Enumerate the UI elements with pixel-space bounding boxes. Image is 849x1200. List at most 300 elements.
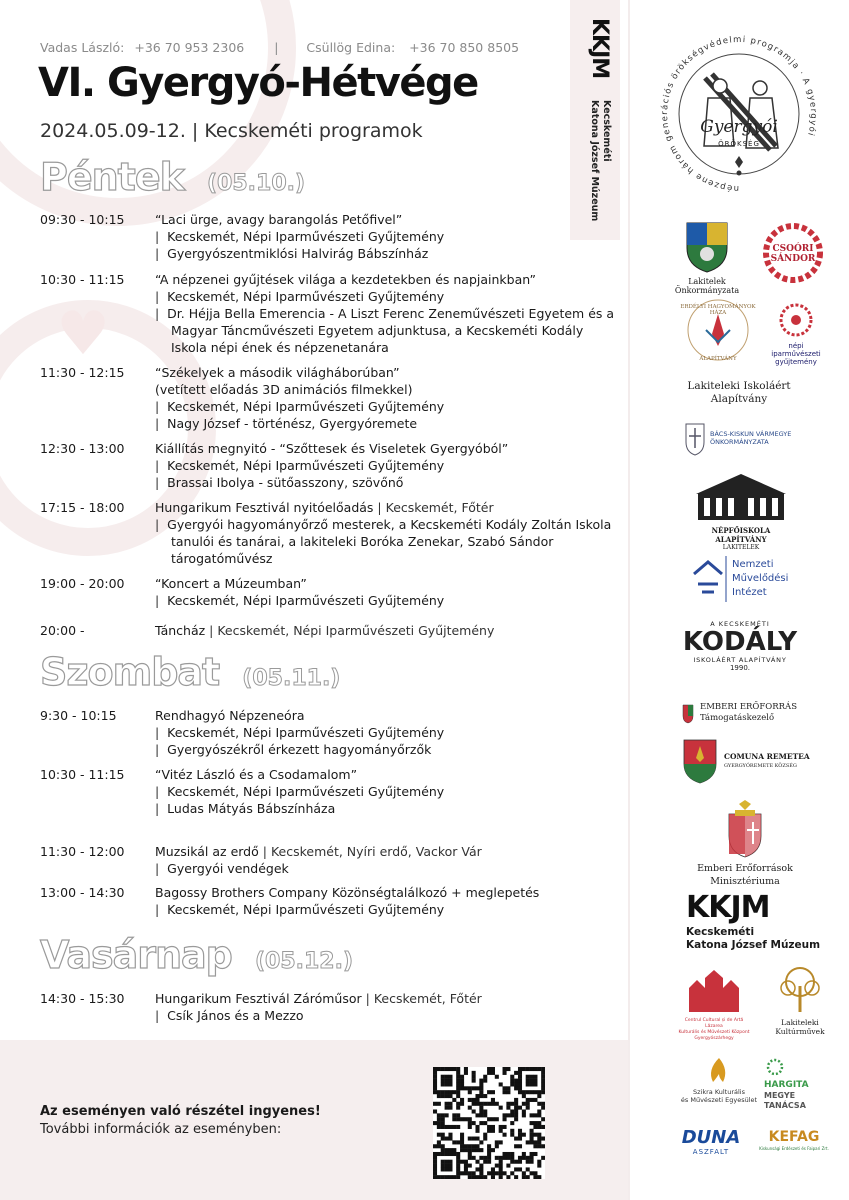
qr-module xyxy=(475,1113,479,1117)
qr-module xyxy=(522,1171,526,1175)
qr-module xyxy=(541,1071,545,1075)
qr-module xyxy=(518,1106,522,1110)
qr-module xyxy=(452,1090,456,1094)
qr-module xyxy=(499,1106,503,1110)
qr-module xyxy=(460,1086,464,1090)
qr-module xyxy=(441,1090,445,1094)
qr-module xyxy=(526,1075,530,1079)
qr-module xyxy=(533,1140,537,1144)
contact-name: Csüllög Edina: xyxy=(306,40,396,55)
qr-module xyxy=(541,1067,545,1071)
qr-module xyxy=(483,1075,487,1079)
event-time: 11:30 - 12:15 xyxy=(40,365,125,380)
qr-module xyxy=(472,1079,476,1083)
qr-module xyxy=(514,1098,518,1102)
qr-module xyxy=(452,1175,456,1179)
qr-module xyxy=(499,1167,503,1171)
qr-module xyxy=(433,1082,437,1086)
bacs-name: BÁCS-KISKUN VÁRMEGYE ÖNKORMÁNYZATA xyxy=(710,430,792,446)
qr-module xyxy=(483,1121,487,1125)
event-time: 17:15 - 18:00 xyxy=(40,500,125,515)
qr-module xyxy=(479,1102,483,1106)
event-detail: | Nagy József - történész, Gyergyóremete xyxy=(155,415,620,432)
qr-module xyxy=(541,1082,545,1086)
qr-module xyxy=(437,1125,441,1129)
qr-module xyxy=(503,1071,507,1075)
centrul-line: Lăzarea xyxy=(705,1024,723,1029)
qr-module xyxy=(448,1167,452,1171)
event-detail: | Kecskemét, Népi Iparművészeti Gyűjtemény xyxy=(155,783,620,800)
qr-module xyxy=(514,1167,518,1171)
qr-module xyxy=(533,1098,537,1102)
qr-module xyxy=(445,1079,449,1083)
qr-module xyxy=(479,1109,483,1113)
qr-module xyxy=(541,1079,545,1083)
qr-module xyxy=(495,1144,499,1148)
qr-module xyxy=(503,1113,507,1117)
qr-code[interactable] xyxy=(433,1067,545,1179)
qr-module xyxy=(472,1175,476,1179)
qr-module xyxy=(475,1094,479,1098)
qr-module xyxy=(468,1144,472,1148)
qr-module xyxy=(499,1125,503,1129)
qr-module xyxy=(487,1125,491,1129)
qr-module xyxy=(448,1175,452,1179)
qr-module xyxy=(433,1071,437,1075)
qr-module xyxy=(530,1090,534,1094)
nepi-name: népi iparművészeti gyűjtemény xyxy=(771,342,821,366)
qr-module xyxy=(479,1094,483,1098)
qr-module xyxy=(464,1171,468,1175)
museum-name-line: Kecskeméti xyxy=(601,100,612,162)
qr-module xyxy=(495,1171,499,1175)
qr-module xyxy=(537,1133,541,1137)
museum-tab xyxy=(570,0,620,240)
qr-module xyxy=(503,1156,507,1160)
qr-module xyxy=(448,1106,452,1110)
qr-module xyxy=(475,1098,479,1102)
event-time: 9:30 - 10:15 xyxy=(40,708,117,723)
qr-module xyxy=(468,1086,472,1090)
qr-module xyxy=(483,1175,487,1179)
qr-module xyxy=(479,1148,483,1152)
qr-module xyxy=(506,1156,510,1160)
qr-module xyxy=(468,1164,472,1168)
qr-module xyxy=(491,1117,495,1121)
flame-icon xyxy=(707,1056,731,1084)
qr-module xyxy=(514,1117,518,1121)
qr-module xyxy=(464,1071,468,1075)
qr-module xyxy=(530,1121,534,1125)
qr-module xyxy=(518,1160,522,1164)
qr-module xyxy=(464,1067,468,1071)
qr-module xyxy=(452,1148,456,1152)
qr-module xyxy=(468,1171,472,1175)
kodaly-name: KODÁLY xyxy=(682,627,798,657)
qr-module xyxy=(448,1133,452,1137)
page-title: VI. Gyergyó-Hétvége xyxy=(38,60,478,106)
qr-module xyxy=(533,1067,537,1071)
qr-module xyxy=(437,1175,441,1179)
contact-line xyxy=(40,40,525,55)
emet-line: Támogatáskezelő xyxy=(700,713,775,723)
more-info-text: További információk az eseményben: xyxy=(40,1122,282,1137)
qr-module xyxy=(491,1067,495,1071)
qr-module xyxy=(445,1152,449,1156)
nmi-logo xyxy=(688,554,798,608)
lakiteleki-kulturmuvek-line: Lakiteleki xyxy=(781,1018,819,1027)
qr-module xyxy=(495,1164,499,1168)
hungarian-coat-of-arms-icon xyxy=(725,800,765,858)
qr-module xyxy=(530,1156,534,1160)
qr-module xyxy=(495,1117,499,1121)
emmi-line: Emberi Erőforrások xyxy=(697,863,793,874)
nmi-line: Nemzeti xyxy=(732,559,774,570)
qr-module xyxy=(475,1129,479,1133)
qr-module xyxy=(456,1075,460,1079)
qr-module xyxy=(495,1156,499,1160)
qr-module xyxy=(541,1086,545,1090)
day-date: (05.10.) xyxy=(206,171,306,196)
qr-module xyxy=(437,1090,441,1094)
qr-module xyxy=(448,1160,452,1164)
qr-module xyxy=(530,1133,534,1137)
qr-module xyxy=(464,1160,468,1164)
qr-module xyxy=(510,1082,514,1086)
qr-module xyxy=(468,1137,472,1141)
qr-code-graphic xyxy=(433,1067,545,1179)
qr-module xyxy=(479,1164,483,1168)
qr-module xyxy=(456,1164,460,1168)
day-heading xyxy=(40,933,353,977)
qr-module xyxy=(526,1098,530,1102)
qr-module xyxy=(510,1152,514,1156)
qr-module xyxy=(537,1140,541,1144)
qr-module xyxy=(437,1152,441,1156)
remetea-name: COMUNA REMETEA xyxy=(724,752,810,761)
qr-module xyxy=(479,1082,483,1086)
qr-module xyxy=(441,1167,445,1171)
kkjm-logo-sidebar xyxy=(686,892,836,952)
event-title: “A népzenei gyűjtések világa a kezdetekben és napjainkban” xyxy=(155,272,536,287)
day-name: Vasárnap xyxy=(40,933,232,977)
qr-module xyxy=(448,1164,452,1168)
qr-module xyxy=(472,1098,476,1102)
emet-line: EMBERI ERŐFORRÁS xyxy=(700,702,798,712)
qr-module xyxy=(460,1075,464,1079)
qr-module xyxy=(491,1071,495,1075)
event-detail: | Kecskemét, Népi Iparművészeti Gyűjtemény xyxy=(155,592,620,609)
footer xyxy=(0,1040,630,1200)
qr-module xyxy=(468,1098,472,1102)
duna-aszfalt-logo xyxy=(676,1128,746,1156)
qr-module xyxy=(495,1075,499,1079)
qr-module xyxy=(537,1137,541,1141)
remetea-sub: GYERGYÓREMETE KÖZSÉG xyxy=(724,763,797,769)
qr-module xyxy=(479,1156,483,1160)
qr-module xyxy=(487,1067,491,1071)
kefag-logo xyxy=(746,1128,842,1152)
qr-module xyxy=(464,1167,468,1171)
qr-module xyxy=(456,1086,460,1090)
qr-module xyxy=(514,1160,518,1164)
qr-module xyxy=(541,1144,545,1148)
qr-module xyxy=(537,1094,541,1098)
qr-module xyxy=(518,1137,522,1141)
qr-module xyxy=(483,1133,487,1137)
event-time: 13:00 - 14:30 xyxy=(40,885,125,900)
qr-module xyxy=(464,1117,468,1121)
qr-module xyxy=(433,1121,437,1125)
event-detail: | Csík János és a Mezzo xyxy=(155,1007,620,1024)
qr-module xyxy=(487,1148,491,1152)
lakitelek-crest-icon xyxy=(682,218,732,273)
lakitelek-name: Lakitelek Önkormányzata xyxy=(674,277,740,295)
nepfoiskola-sub: LAKITELEK xyxy=(722,544,760,551)
qr-module xyxy=(541,1075,545,1079)
qr-module xyxy=(541,1137,545,1141)
contact-phone[interactable]: +36 70 850 8505 xyxy=(409,40,520,55)
qr-module xyxy=(433,1067,437,1071)
kkjm-logo: KKJM xyxy=(587,18,612,79)
qr-module xyxy=(537,1102,541,1106)
qr-module xyxy=(487,1160,491,1164)
event-time: 20:00 - xyxy=(40,623,85,638)
qr-module xyxy=(433,1160,437,1164)
qr-module xyxy=(448,1082,452,1086)
qr-module xyxy=(441,1152,445,1156)
qr-module xyxy=(506,1152,510,1156)
qr-module xyxy=(464,1086,468,1090)
qr-module xyxy=(533,1144,537,1148)
qr-module xyxy=(448,1148,452,1152)
contact-phone[interactable]: +36 70 953 2306 xyxy=(134,40,245,55)
qr-module xyxy=(541,1117,545,1121)
event-title: Hungarikum Fesztivál nyitóelőadás xyxy=(155,500,374,515)
qr-module xyxy=(541,1125,545,1129)
kodaly-year: 1990. xyxy=(729,664,751,672)
qr-module xyxy=(503,1171,507,1175)
qr-module xyxy=(483,1102,487,1106)
sponsor-panel xyxy=(630,0,849,1200)
qr-module xyxy=(464,1164,468,1168)
event-detail: | Kecskemét, Népi Iparművészeti Gyűjtemény xyxy=(155,457,620,474)
qr-module xyxy=(510,1102,514,1106)
qr-module xyxy=(510,1156,514,1160)
event-location-text: Kecskemét, Főtér xyxy=(373,991,482,1006)
qr-module xyxy=(518,1086,522,1090)
qr-module xyxy=(537,1113,541,1117)
event-detail: | Kecskemét, Népi Iparművészeti Gyűjtemény xyxy=(155,398,620,415)
emmi-line: Minisztériuma xyxy=(710,876,780,887)
qr-module xyxy=(514,1102,518,1106)
qr-module xyxy=(506,1175,510,1179)
kefag-sub: Kiskunsági Erdészeti és Faipari Zrt. xyxy=(759,1146,829,1151)
qr-module xyxy=(518,1079,522,1083)
qr-module xyxy=(537,1109,541,1113)
event-time: 09:30 - 10:15 xyxy=(40,212,125,227)
qr-module xyxy=(456,1156,460,1160)
event-title: “Koncert a Múzeumban” xyxy=(155,576,307,591)
qr-module xyxy=(518,1167,522,1171)
qr-module xyxy=(456,1171,460,1175)
qr-module xyxy=(437,1133,441,1137)
qr-module xyxy=(460,1148,464,1152)
qr-module xyxy=(533,1152,537,1156)
qr-module xyxy=(503,1090,507,1094)
qr-module xyxy=(514,1106,518,1110)
museum-name-line: Katona József Múzeum xyxy=(589,100,600,222)
qr-module xyxy=(475,1144,479,1148)
qr-module xyxy=(441,1148,445,1152)
qr-module xyxy=(526,1090,530,1094)
szikra-line: és Művészeti Egyesület xyxy=(680,1096,758,1104)
event-title: Muzsikál az erdő xyxy=(155,844,259,859)
kodaly-sub: ISKOLÁÉRT ALAPÍTVÁNY xyxy=(693,656,787,664)
qr-module xyxy=(445,1113,449,1117)
qr-module xyxy=(483,1109,487,1113)
qr-module xyxy=(437,1113,441,1117)
qr-module xyxy=(506,1113,510,1117)
qr-module xyxy=(468,1090,472,1094)
event-detail: | Gyergyószentmiklósi Halvirág Bábszínház xyxy=(155,245,620,262)
nmi-line: Művelődési xyxy=(732,573,789,584)
qr-module xyxy=(510,1113,514,1117)
qr-module xyxy=(460,1102,464,1106)
day-name: Szombat xyxy=(40,650,220,694)
qr-module xyxy=(460,1137,464,1141)
qr-module xyxy=(518,1082,522,1086)
event-time: 10:30 - 11:15 xyxy=(40,767,125,782)
qr-module xyxy=(468,1106,472,1110)
qr-module xyxy=(541,1102,545,1106)
event-title: “Laci ürge, avagy barangolás Petőfivel” xyxy=(155,212,403,227)
qr-module xyxy=(526,1102,530,1106)
day-heading xyxy=(40,650,340,694)
qr-module xyxy=(460,1133,464,1137)
qr-module xyxy=(445,1160,449,1164)
qr-module xyxy=(456,1113,460,1117)
qr-module xyxy=(433,1109,437,1113)
qr-module xyxy=(487,1144,491,1148)
qr-module xyxy=(499,1175,503,1179)
qr-module xyxy=(518,1071,522,1075)
qr-module xyxy=(433,1152,437,1156)
qr-module xyxy=(522,1109,526,1113)
qr-module xyxy=(441,1082,445,1086)
qr-module xyxy=(445,1137,449,1141)
qr-module xyxy=(506,1106,510,1110)
qr-module xyxy=(503,1117,507,1121)
duna-name: DUNA xyxy=(681,1127,741,1148)
qr-module xyxy=(445,1090,449,1094)
qr-module xyxy=(475,1175,479,1179)
bacs-kiskun-logo xyxy=(682,418,842,462)
qr-module xyxy=(448,1067,452,1071)
qr-module xyxy=(448,1125,452,1129)
szikra-line: Szikra Kulturális xyxy=(692,1088,746,1096)
qr-module xyxy=(468,1117,472,1121)
qr-module xyxy=(483,1160,487,1164)
hargita-line: MEGYE xyxy=(764,1091,796,1100)
csoori-sandor-logo xyxy=(758,222,828,284)
qr-module xyxy=(533,1090,537,1094)
qr-module xyxy=(448,1102,452,1106)
qr-module xyxy=(491,1167,495,1171)
nepi-flower-icon xyxy=(778,302,814,338)
kkjm-mark: KKJM xyxy=(686,890,770,925)
qr-module xyxy=(533,1171,537,1175)
qr-module xyxy=(433,1171,437,1175)
qr-module xyxy=(445,1125,449,1129)
qr-module xyxy=(491,1148,495,1152)
qr-module xyxy=(510,1171,514,1175)
nmi-line: Intézet xyxy=(732,587,767,598)
emet-logo xyxy=(682,700,822,730)
qr-module xyxy=(433,1090,437,1094)
qr-module xyxy=(514,1109,518,1113)
erdelyi-hagyomanyok-logo xyxy=(678,296,758,368)
qr-module xyxy=(468,1125,472,1129)
qr-module xyxy=(537,1164,541,1168)
qr-module xyxy=(475,1102,479,1106)
qr-module xyxy=(472,1102,476,1106)
hargita-line: HARGITA xyxy=(764,1080,809,1090)
qr-module xyxy=(441,1113,445,1117)
qr-module xyxy=(452,1125,456,1129)
nepfoiskola-building-icon xyxy=(686,472,796,522)
day-name: Péntek xyxy=(40,155,184,199)
qr-module xyxy=(441,1094,445,1098)
erdelyi-sub: ALAPÍTVÁNY xyxy=(699,356,737,362)
qr-module xyxy=(472,1171,476,1175)
qr-module xyxy=(495,1102,499,1106)
qr-module xyxy=(510,1079,514,1083)
qr-module xyxy=(456,1125,460,1129)
event-title: Táncház xyxy=(155,623,206,638)
qr-module xyxy=(475,1125,479,1129)
event-location-text: Kecskemét, Főtér xyxy=(385,500,494,515)
event-time: 12:30 - 13:00 xyxy=(40,441,125,456)
event-location: | Kecskemét, Népi Iparművészeti Gyűjtemény xyxy=(205,623,495,638)
event-detail: | Gyergyószékről érkezett hagyományőrzők xyxy=(155,741,620,758)
qr-module xyxy=(537,1090,541,1094)
gyergyoi-sub: ÖRÖKSÉG xyxy=(718,140,760,148)
qr-module xyxy=(530,1075,534,1079)
event-time: 10:30 - 11:15 xyxy=(40,272,125,287)
qr-module xyxy=(475,1160,479,1164)
qr-module xyxy=(503,1125,507,1129)
event-title: “Vitéz László és a Csodamalom” xyxy=(155,767,358,782)
qr-module xyxy=(514,1082,518,1086)
event-time: 14:30 - 15:30 xyxy=(40,991,125,1006)
qr-module xyxy=(495,1140,499,1144)
event-title: Hungarikum Fesztivál Záróműsor xyxy=(155,991,362,1006)
qr-module xyxy=(491,1129,495,1133)
qr-module xyxy=(472,1156,476,1160)
event-location-text: Kecskemét, Nyíri erdő, Vackor Vár xyxy=(270,844,482,859)
event-detail: | Kecskemét, Népi Iparművészeti Gyűjtemény xyxy=(155,288,620,305)
qr-module xyxy=(433,1086,437,1090)
duna-sub: ASZFALT xyxy=(692,1148,730,1156)
qr-module xyxy=(530,1079,534,1083)
qr-module xyxy=(456,1140,460,1144)
event-location: | Kecskemét, Főtér xyxy=(373,500,494,515)
qr-module xyxy=(533,1175,537,1179)
qr-module xyxy=(533,1125,537,1129)
qr-module xyxy=(518,1156,522,1160)
qr-module xyxy=(530,1129,534,1133)
